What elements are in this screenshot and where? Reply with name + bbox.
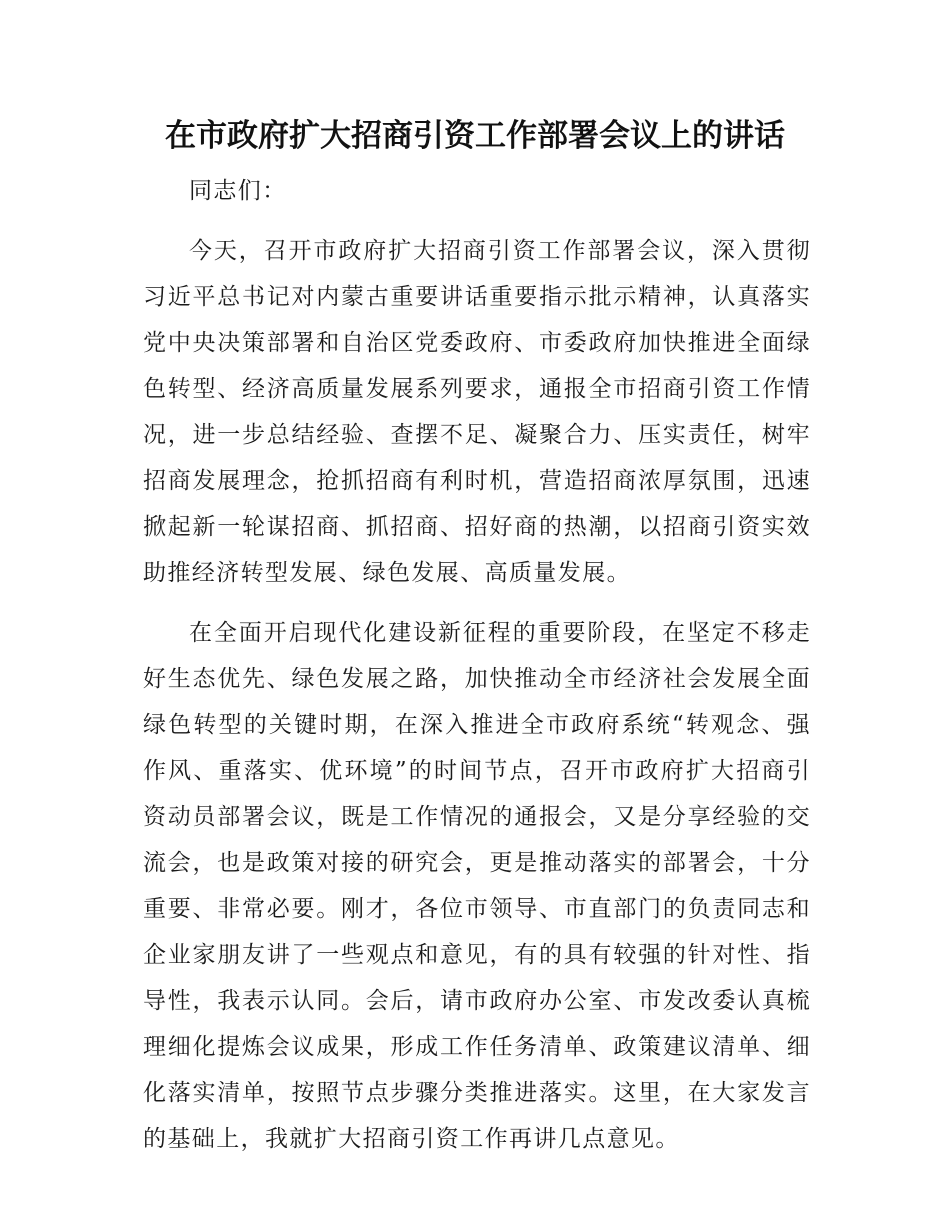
document-body: [143, 168, 811, 1176]
paragraph-1: 今天，召开市政府扩大招商引资工作部署会议，深入贯彻习近平总书记对内蒙古重要讲话重要指示批示精神，认真落实党中央决策部署和自治区党委政府、市委政府加快推进全面绿色转型、经济高质量发展系列要求，通报全市招商引资工作情况，进一步总结经验、查摆不足、凝聚合力、压实责任，树牢招商发展理念，抢抓招商有利时机，营造招商浓厚氛围，迅速掀起新一轮谋招商、抓招商、招好商的热潮，以招商引资实效助推经济转型发展、绿色发展、高质量发展。: [143, 238, 811, 586]
salutation: 同志们：: [189, 178, 287, 204]
paragraph-2: 在全面开启现代化建设新征程的重要阶段，在坚定不移走好生态优先、绿色发展之路，加快推动全市经济社会发展全面绿色转型的关键时期，在深入推进全市政府系统“转观念、强作风、重落实、优环境”的时间节点，召开市政府扩大招商引资动员部署会议，既是工作情况的通报会，又是分享经验的交流会，也是政策对接的研究会，更是推动落实的部署会，十分重要、非常必要。刚才，各位市领导、市直部门的负责同志和企业家朋友讲了一些观点和意见，有的具有较强的针对性、指导性，我表示认同。会后，请市政府办公室、市发改委认真梳理细化提炼会议成果，形成工作任务清单、政策建议清单、细化落实清单，按照节点步骤分类推进落实。这里，在大家发言的基础上，我就扩大招商引资工作再讲几点意见。: [143, 620, 811, 1152]
document-title: 在市政府扩大招商引资工作部署会议上的讲话: [165, 118, 785, 154]
